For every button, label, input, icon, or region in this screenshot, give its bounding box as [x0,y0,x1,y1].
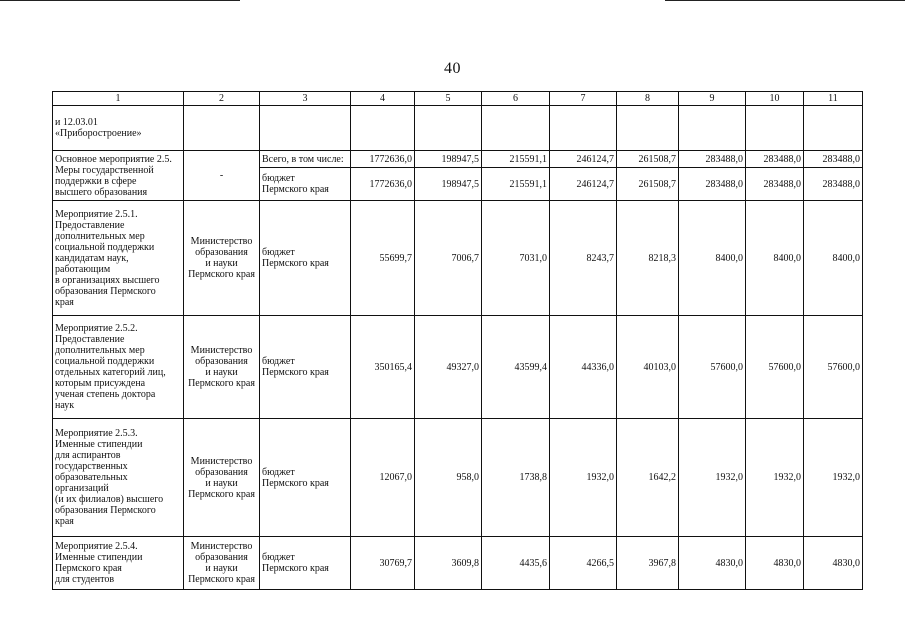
executor-cell [184,316,260,419]
cell-text-line: и науки [205,563,238,574]
amount-cell: 4266,5 [550,537,617,590]
cell-text-line: Пермского края [188,269,255,280]
cell-text-line: и науки [205,258,238,269]
cell-text-line: в организациях высшего [55,274,160,286]
column-number: 7 [550,92,617,106]
cell-text-line: Пермского края [262,258,329,269]
amount-cell: 4830,0 [804,537,863,590]
empty-cell [415,106,482,151]
column-number: 11 [804,92,863,106]
column-number: 9 [679,92,746,106]
table-row-activity-2-5-2 [53,316,863,419]
funding-source-cell [260,201,351,316]
amount-cell: 44336,0 [550,316,617,419]
amount-cell: 246124,7 [550,151,617,168]
column-number: 5 [415,92,482,106]
executor-cell [184,419,260,537]
cell-text-line: дополнительных мер [55,230,145,242]
cell-text-line: Мероприятие 2.5.4. [55,541,138,552]
amount-cell: 3609,8 [415,537,482,590]
cell-text-line: образования Пермского [55,285,156,297]
cell-text-line: поддержки в сфере [55,175,137,187]
amount-cell: 8218,3 [617,201,679,316]
cell-text-line: наук [55,400,75,411]
amount-cell: 8400,0 [679,201,746,316]
column-number: 8 [617,92,679,106]
table-row-activity-2-5-4 [53,537,863,590]
cell-text-line: Основное мероприятие 2.5. [55,153,172,165]
cell-text-line: социальной поддержки [55,356,155,367]
amount-cell: 283488,0 [746,168,804,201]
amount-cell: 1772636,0 [351,151,415,168]
empty-cell [617,106,679,151]
cell-text-line: бюджет [262,173,295,184]
amount-cell: 4830,0 [746,537,804,590]
amount-cell: 8400,0 [746,201,804,316]
scan-edge-line-left [0,0,240,1]
cell-text-line: (и их филиалов) высшего [55,494,164,505]
cell-text-line: которым присуждена [55,378,146,389]
activity-name-cell [53,316,184,419]
cell-text-line: края [55,296,74,308]
cell-text-line: бюджет [262,247,295,258]
amount-cell: 215591,1 [482,168,550,201]
cell-text-line: бюджет [262,552,295,563]
executor-cell [184,151,260,201]
funding-source-cell [260,168,351,201]
amount-cell: 1932,0 [746,419,804,537]
amount-cell: 8400,0 [804,201,863,316]
amount-cell: 43599,4 [482,316,550,419]
amount-cell: 4435,6 [482,537,550,590]
cell-text-line: Пермского края [262,184,329,195]
funding-source-cell [260,537,351,590]
cell-text-line: Министерство [190,236,253,247]
empty-cell [260,106,351,151]
amount-cell: 350165,4 [351,316,415,419]
activity-name-cell [53,151,184,201]
amount-cell: 198947,5 [415,168,482,201]
column-number-row [53,92,863,106]
cell-text-line: Именные стипендии [55,552,143,563]
amount-cell: 198947,5 [415,151,482,168]
empty-cell [351,106,415,151]
cell-text-line: Пермского края [188,378,255,389]
amount-cell: 57600,0 [679,316,746,419]
amount-cell: 1642,2 [617,419,679,537]
cell-text-line: Пермского края [262,477,329,489]
amount-cell: 283488,0 [804,151,863,168]
empty-cell [746,106,804,151]
cell-text-line: Мероприятие 2.5.3. [55,428,138,439]
funding-source-cell [260,419,351,537]
cell-text-line: дополнительных мер [55,345,145,356]
cell-text-line: Министерство [190,345,253,356]
amount-cell: 57600,0 [804,316,863,419]
amount-cell: 215591,1 [482,151,550,168]
cell-text-line: для аспирантов [55,450,121,461]
table-row-continuation [53,106,863,151]
cell-text-line: высшего образования [55,186,148,198]
amount-cell: 1772636,0 [351,168,415,201]
cell-text-line: и 12.03.01 [55,117,98,128]
activity-name-cell [53,419,184,537]
budget-table [52,91,863,590]
empty-cell [550,106,617,151]
cell-text-line: для студентов [55,574,115,585]
scan-edge-line-right [665,0,905,1]
column-number: 10 [746,92,804,106]
cell-text-line: Всего, в том числе: [262,153,344,165]
table-row-main-activity-total [53,151,863,168]
activity-name-cell [53,201,184,316]
amount-cell: 261508,7 [617,151,679,168]
cell-text-line: и науки [205,477,238,489]
amount-cell: 3967,8 [617,537,679,590]
amount-cell: 1932,0 [550,419,617,537]
cell-text-line: образования [195,247,248,258]
column-number: 6 [482,92,550,106]
cell-text-line: Министерство [190,541,253,552]
executor-cell [184,201,260,316]
cell-text-line: образования Пермского [55,505,156,516]
cell-text-line: Мероприятие 2.5.2. [55,323,138,334]
cell-text-line: бюджет [262,466,295,478]
executor-cell [184,537,260,590]
amount-cell: 283488,0 [679,151,746,168]
amount-cell: 1932,0 [804,419,863,537]
amount-cell: 7006,7 [415,201,482,316]
amount-cell: 958,0 [415,419,482,537]
cell-text-line: Пермского края [55,563,122,574]
amount-cell: 12067,0 [351,419,415,537]
amount-cell: 49327,0 [415,316,482,419]
cell-text-line: отдельных категорий лиц, [55,367,166,378]
column-number: 3 [260,92,351,106]
cell-text-line: и науки [205,367,238,378]
empty-cell [679,106,746,151]
amount-cell: 40103,0 [617,316,679,419]
cell-text-line: работающим [55,263,111,275]
cell-text-line: бюджет [262,356,295,367]
cell-text-line: края [55,516,74,527]
amount-cell: 8243,7 [550,201,617,316]
cell-text-line: Предоставление [55,334,125,345]
cell-text-line: Министерство [190,455,253,467]
cell-text-line: кандидатам наук, [55,252,129,264]
amount-cell: 30769,7 [351,537,415,590]
cell-text-line: образования [195,552,248,563]
amount-cell: 1932,0 [679,419,746,537]
amount-cell: 261508,7 [617,168,679,201]
cell-text-line: Пермского края [262,563,329,574]
funding-source-cell [260,316,351,419]
cell-text-line: образовательных [55,472,128,483]
cell-text-line: «Приборостроение» [55,128,142,139]
cell-text-line: Пермского края [262,367,329,378]
cell-text-line: Предоставление [55,219,125,231]
cell-text-line: Мероприятие 2.5.1. [55,208,138,220]
amount-cell: 283488,0 [679,168,746,201]
amount-cell: 4830,0 [679,537,746,590]
page-number: 40 [444,60,461,77]
empty-cell [184,106,260,151]
empty-cell [482,106,550,151]
continuation-name-cell [53,106,184,151]
table-row-activity-2-5-1 [53,201,863,316]
amount-cell: 246124,7 [550,168,617,201]
amount-cell: 7031,0 [482,201,550,316]
cell-text-line: образования [195,356,248,367]
amount-cell: 283488,0 [804,168,863,201]
amount-cell: 1738,8 [482,419,550,537]
amount-cell: 55699,7 [351,201,415,316]
amount-cell: 283488,0 [746,151,804,168]
column-number: 4 [351,92,415,106]
cell-text-line: Именные стипендии [55,439,143,450]
cell-text-line: образования [195,466,248,478]
cell-text-line: Пермского края [188,574,255,585]
cell-text-line: социальной поддержки [55,241,155,253]
column-number: 2 [184,92,260,106]
funding-source-cell [260,151,351,168]
cell-text-line: Меры государственной [55,164,154,176]
empty-cell [804,106,863,151]
column-number: 1 [53,92,184,106]
activity-name-cell [53,537,184,590]
cell-text-line: организаций [55,483,109,494]
table-row-activity-2-5-3 [53,419,863,537]
cell-text-line: Пермского края [188,488,255,500]
amount-cell: 57600,0 [746,316,804,419]
cell-text-line: ученая степень доктора [55,389,156,400]
cell-text-line: - [219,170,224,181]
cell-text-line: государственных [55,461,128,472]
